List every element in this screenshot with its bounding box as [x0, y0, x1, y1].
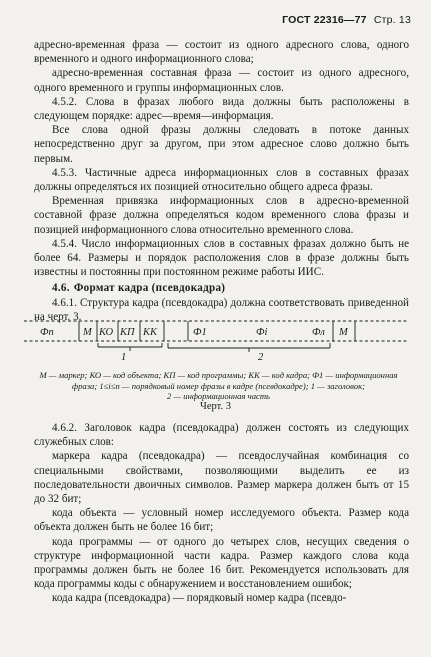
- brace-label-2: 2: [258, 352, 264, 363]
- figure-title: Черт. 3: [200, 401, 231, 412]
- cell-phi-1: Ф1: [193, 327, 207, 338]
- brace-label-1: 1: [121, 352, 127, 363]
- paragraph: кода кадра (псевдокадра) — порядковый номер кадра (псевдо-: [52, 592, 347, 605]
- paragraph: кода программы — от одного до четырех слов, несущих сведения о структуре информационной части кадра. Размер каждого слова кода программы должен быть не более 16 бит. Рекомендуется использовать для кода программы коды с обнаружением и восстановлением ошибок;: [34, 535, 409, 591]
- gost-number: ГОСТ 22316—77: [282, 14, 367, 26]
- paragraph: 4.5.3. Частичные адреса информационных слов в составных фразах должны определяться их позицией относительно общего адреса фразы.: [34, 166, 409, 194]
- caption-line: 2 — информационная часть: [167, 391, 270, 401]
- cell-marker-end: М: [339, 327, 348, 338]
- paragraph: кода объекта — условный номер исследуемого объекта. Размер кода объекта должен быть не более 16 бит;: [34, 507, 409, 534]
- caption-line: М — маркер; КО — код объекта; КП — код программы; КК — код кадра; Ф1 — информационная фраза; 1≤i≤п — порядковый номер фразы в кадре (псевдокадре); 1 — заголовок;: [39, 370, 398, 391]
- paragraph: адресно-временная составная фраза — состоит из одного адресного, одного временного и группы информационных слов.: [34, 67, 409, 94]
- paragraph: 4.6.1. Структура кадра (псевдокадра) должна соответствовать приведенной на черт. 3.: [34, 296, 409, 323]
- paragraph: маркера кадра (псевдокадра) — псевдослучайная комбинация со специальными свойствами, позволяющими выделить ее из последовательности двоичных символов. Размер маркера должен быть от 15 до 32 бит;: [34, 450, 409, 506]
- paragraph: 4.5.2. Слова в фразах любого вида должны быть расположены в следующем порядке: адрес—время—информация.: [34, 95, 409, 123]
- paragraph: 4.5.4. Число информационных слов в составных фразах должно быть не более 64. Размеры и порядок расположения слов в фразе должны быть известны и постоянны при постоянном режиме работы ИИС.: [34, 237, 409, 279]
- figure-caption: [30, 370, 407, 402]
- paragraph: адресно-временная фраза — состоит из одного адресного слова, одного временного и одного информационного слова;: [34, 39, 409, 66]
- cell-frame-code: КК: [143, 327, 157, 338]
- section-heading: 4.6. Формат кадра (псевдокадра): [52, 282, 226, 295]
- paragraph: Временная привязка информационных слов в адресно-временной составной фразе должна определяться кодом временного слова фразы и позицией информационного слова относительно временного слова.: [34, 195, 409, 236]
- cell-phi-n: Фп: [40, 327, 54, 338]
- cell-marker: М: [83, 327, 92, 338]
- cell-program-code: КП: [120, 327, 135, 338]
- cell-phi-i: Фi: [256, 327, 268, 338]
- cell-phi-l: Фл: [312, 327, 325, 338]
- paragraph: 4.6.2. Заголовок кадра (псевдокадра) должен состоять из следующих служебных слов:: [34, 422, 409, 449]
- paragraph: Все слова одной фразы должны следовать в потоке данных непосредственно друг за другом, при этом адресное слово должно быть первым.: [34, 124, 409, 165]
- text-block-bottom: [34, 421, 409, 606]
- page-number: Стр. 13: [373, 14, 411, 26]
- cell-object-code: КО: [99, 327, 114, 338]
